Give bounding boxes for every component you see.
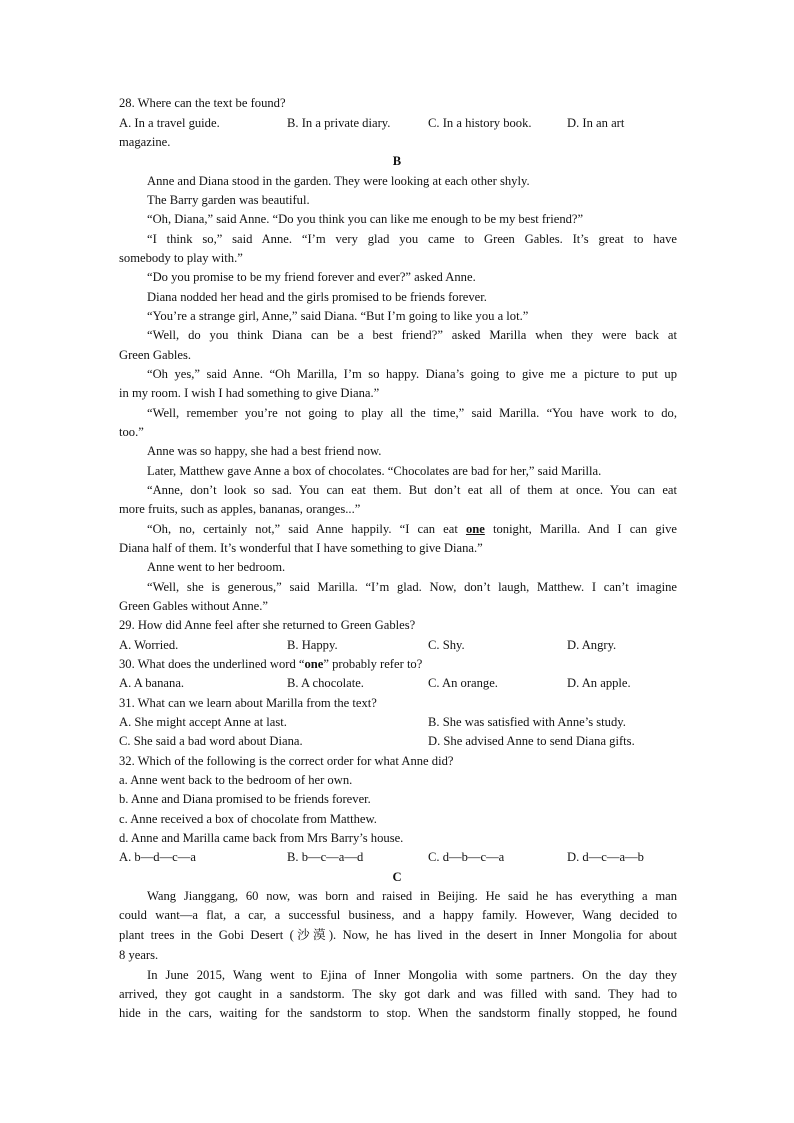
text-after: tonight, Marilla. And I can give: [484, 522, 678, 536]
question-30: [119, 655, 677, 674]
option-d: D. She advised Anne to send Diana gifts.: [428, 734, 635, 748]
event-item: a. Anne went back to the bedroom of her own.: [119, 773, 353, 787]
paragraph: “I think so,” said Anne. “I’m very glad you came to Green Gables. It’s great to have: [147, 232, 677, 246]
event-item: d. Anne and Marilla came back from Mrs Barry’s house.: [119, 831, 404, 845]
question-30-options: [119, 674, 679, 693]
option-b: B. In a private diary.: [287, 116, 391, 130]
bold-word: one: [304, 657, 324, 671]
option-d: D. Angry.: [567, 638, 617, 652]
paragraph-cont: Green Gables.: [119, 348, 192, 362]
paragraph: Anne and Diana stood in the garden. They were looking at each other shyly.: [147, 174, 530, 188]
option-a: A. A banana.: [119, 676, 185, 690]
paragraph: “Oh yes,” said Anne. “Oh Marilla, I’m so happy. Diana’s going to give me a picture to put up: [147, 367, 677, 381]
paragraph-cont: in my room. I wish I had something to give Diana.”: [119, 386, 380, 400]
option-c: C. An orange.: [428, 676, 498, 690]
question-32-options: [119, 848, 679, 867]
text-before: “Oh, no, certainly not,” said Anne happily. “I can eat: [147, 522, 466, 536]
paragraph-cont: Diana half of them. It’s wonderful that I have something to give Diana.”: [119, 541, 483, 555]
event-item: c. Anne received a box of chocolate from Matthew.: [119, 812, 377, 826]
paragraph-cont: could want—a flat, a car, a successful business, and a happy family. However, Wang decided to: [119, 908, 677, 922]
option-d: D. An apple.: [567, 676, 631, 690]
paragraph-cont: Green Gables without Anne.”: [119, 599, 268, 613]
text-after: ” probably refer to?: [323, 657, 423, 671]
paragraph: Anne was so happy, she had a best friend now.: [147, 444, 382, 458]
section-heading-c: C: [392, 870, 402, 884]
question-28: 28. Where can the text be found?: [119, 96, 286, 110]
event-item: b. Anne and Diana promised to be friends forever.: [119, 792, 371, 806]
paragraph-cont: hide in the cars, waiting for the sandstorm to stop. When the sandstorm finally stopped, he found: [119, 1006, 677, 1020]
option-c: C. She said a bad word about Diana.: [119, 734, 303, 748]
question-31-options-row1: [119, 713, 679, 732]
paragraph: Wang Jianggang, 60 now, was born and raised in Beijing. He said he has everything a man: [147, 889, 677, 903]
paragraph: Diana nodded her head and the girls promised to be friends forever.: [147, 290, 487, 304]
option-b: B. Happy.: [287, 638, 338, 652]
option-c: C. d—b—c—a: [428, 850, 505, 864]
paragraph-cont: 8 years.: [119, 948, 159, 962]
paragraph: Later, Matthew gave Anne a box of chocolates. “Chocolates are bad for her,” said Marilla.: [147, 464, 602, 478]
paragraph: “Do you promise to be my friend forever and ever?” asked Anne.: [147, 270, 476, 284]
underlined-word: one: [465, 522, 485, 536]
paragraph: The Barry garden was beautiful.: [147, 193, 310, 207]
option-a: A. In a travel guide.: [119, 116, 220, 130]
paragraph: “Well, remember you’re not going to play all the time,” said Marilla. “You have work to do,: [147, 406, 677, 420]
option-b: B. She was satisfied with Anne’s study.: [428, 715, 626, 729]
question-31-options-row2: [119, 732, 679, 751]
option-b: B. b—c—a—d: [287, 850, 364, 864]
option-d: D. In an art: [567, 116, 625, 130]
question-31: 31. What can we learn about Marilla from the text?: [119, 696, 377, 710]
paragraph: “Anne, don’t look so sad. You can eat them. But don’t eat all of them at once. You can eat: [147, 483, 677, 497]
option-a: A. b—d—c—a: [119, 850, 196, 864]
option-c: C. Shy.: [428, 638, 465, 652]
question-29-options: [119, 636, 679, 655]
paragraph: “Well, do you think Diana can be a best friend?” asked Marilla when they were back at: [147, 328, 677, 342]
option-a: A. Worried.: [119, 638, 179, 652]
question-29: 29. How did Anne feel after she returned to Green Gables?: [119, 618, 416, 632]
paragraph: In June 2015, Wang went to Ejina of Inner Mongolia with some partners. On the day they: [147, 968, 677, 982]
section-heading-b: B: [392, 154, 402, 168]
option-b: B. A chocolate.: [287, 676, 364, 690]
paragraph: Anne went to her bedroom.: [147, 560, 286, 574]
paragraph-with-underline: [147, 520, 677, 539]
paragraph-cont: plant trees in the Gobi Desert (沙漠). Now, he has lived in the desert in Inner Mongolia for about: [119, 928, 677, 942]
text-before: 30. What does the underlined word “: [119, 657, 305, 671]
question-32: 32. Which of the following is the correct order for what Anne did?: [119, 754, 454, 768]
paragraph-cont: more fruits, such as apples, bananas, oranges...”: [119, 502, 361, 516]
question-28-options: [119, 114, 679, 133]
option-d-continuation: magazine.: [119, 135, 171, 149]
paragraph-cont: somebody to play with.”: [119, 251, 243, 265]
paragraph: “Oh, Diana,” said Anne. “Do you think you can like me enough to be my best friend?”: [147, 212, 584, 226]
option-a: A. She might accept Anne at last.: [119, 715, 287, 729]
paragraph: “Well, she is generous,” said Marilla. “I’m glad. Now, don’t laugh, Matthew. I can’t imagine: [147, 580, 677, 594]
paragraph-cont: too.”: [119, 425, 144, 439]
paragraph: “You’re a strange girl, Anne,” said Diana. “But I’m going to like you a lot.”: [147, 309, 529, 323]
option-d: D. d—c—a—b: [567, 850, 644, 864]
option-c: C. In a history book.: [428, 116, 532, 130]
paragraph-cont: arrived, they got caught in a sandstorm. The sky got dark and was filled with sand. They had to: [119, 987, 677, 1001]
